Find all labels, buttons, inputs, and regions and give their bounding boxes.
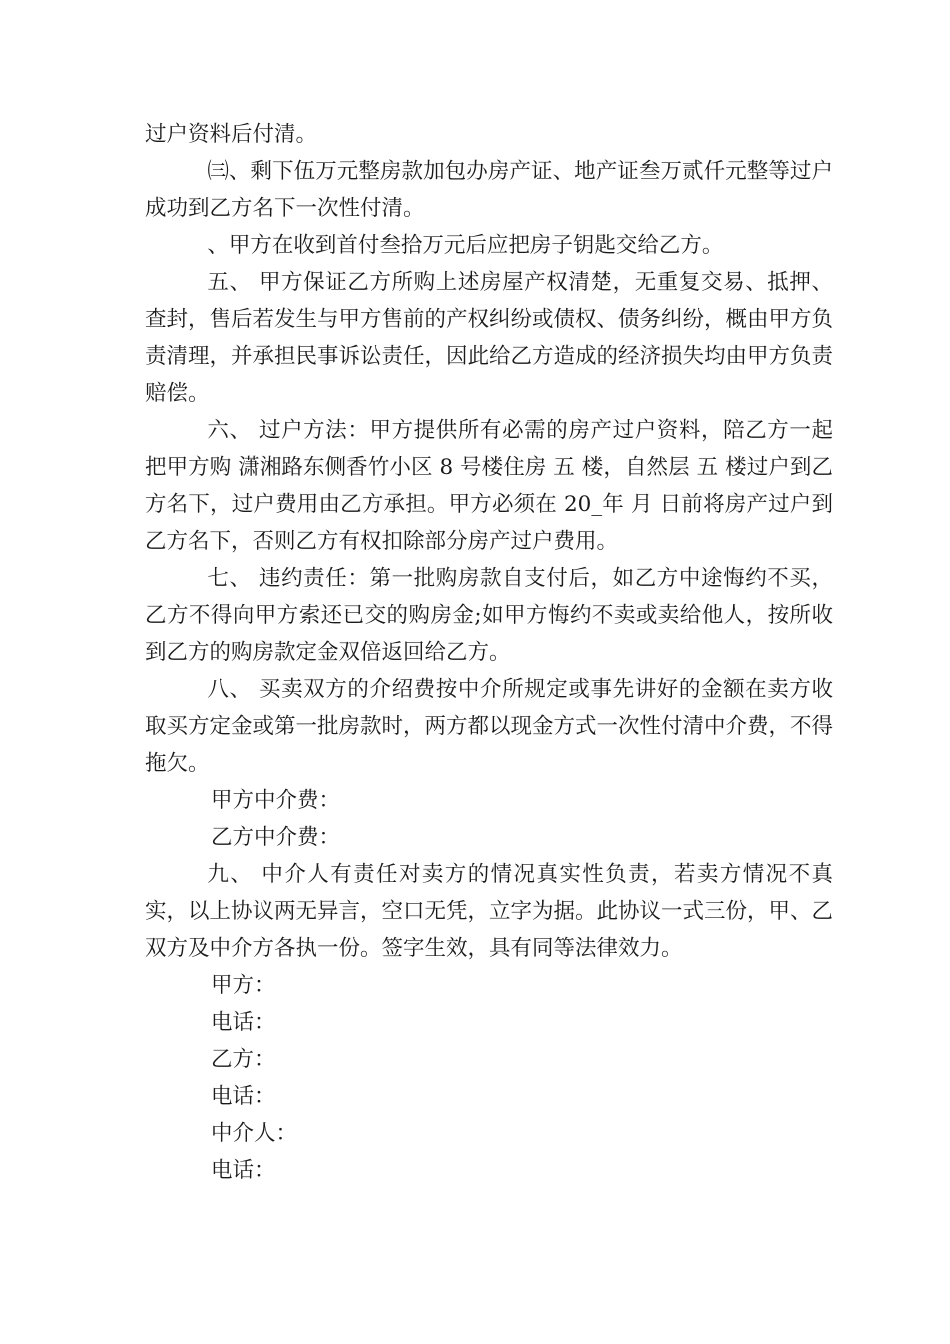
paragraph-clause-8: 八、 买卖双方的介绍费按中介所规定或事先讲好的金额在卖方收取买方定金或第一批房款时，两方都以现金方式一次性付清中介费，不得拖欠。 bbox=[145, 677, 834, 776]
paragraph-clause-9: 九、 中介人有责任对卖方的情况真实性负责，若卖方情况不真实，以上协议两无异言，空口无凭，立字为据。此协议一式三份，甲、乙双方及中介方各执一份。签字生效，具有同等法律效力。 bbox=[145, 862, 834, 961]
paragraph-remaining-payment: ㈢、剩下伍万元整房款加包办房产证、地产证叁万贰仟元整等过户成功到乙方名下一次性付清。 bbox=[145, 159, 833, 221]
phone-party-a: 电话： bbox=[211, 1010, 276, 1035]
phone-agent: 电话： bbox=[211, 1158, 276, 1183]
signature-party-b: 乙方： bbox=[211, 1047, 276, 1072]
paragraph-clause-5: 五、 甲方保证乙方所购上述房屋产权清楚，无重复交易、抵押、查封，售后若发生与甲方售前的产权纠纷或债权、债务纠纷，概由甲方负责清理，并承担民事诉讼责任，因此给乙方造成的经济损失均由甲方负责赔偿。 bbox=[145, 270, 834, 406]
paragraph-clause-7: 七、 违约责任：第一批购房款自支付后，如乙方中途悔约不买，乙方不得向甲方索还已交的购房金;如甲方悔约不卖或卖给他人，按所收到乙方的购房款定金双倍返回给乙方。 bbox=[145, 566, 833, 665]
paragraph-key-handover: 、甲方在收到首付叁拾万元后应把房子钥匙交给乙方。 bbox=[207, 233, 724, 258]
fee-party-b: 乙方中介费： bbox=[211, 825, 341, 850]
paragraph-payment-tail: 过户资料后付清。 bbox=[145, 122, 318, 147]
document-page bbox=[145, 116, 833, 1189]
paragraph-clause-6: 六、 过户方法：甲方提供所有必需的房产过户资料，陪乙方一起把甲方购 潇湘路东侧香竹小区 8 号楼住房 五 楼，自然层 五 楼过户到乙方名下，过户费用由乙方承担。甲方必须在 20_年 月 日前将房产过户到乙方名下，否则乙方有权扣除部分房产过户费用。 bbox=[145, 418, 833, 554]
signature-agent: 中介人： bbox=[211, 1121, 298, 1146]
fee-party-a: 甲方中介费： bbox=[211, 788, 341, 813]
phone-party-b: 电话： bbox=[211, 1084, 276, 1109]
signature-party-a: 甲方： bbox=[211, 973, 276, 998]
